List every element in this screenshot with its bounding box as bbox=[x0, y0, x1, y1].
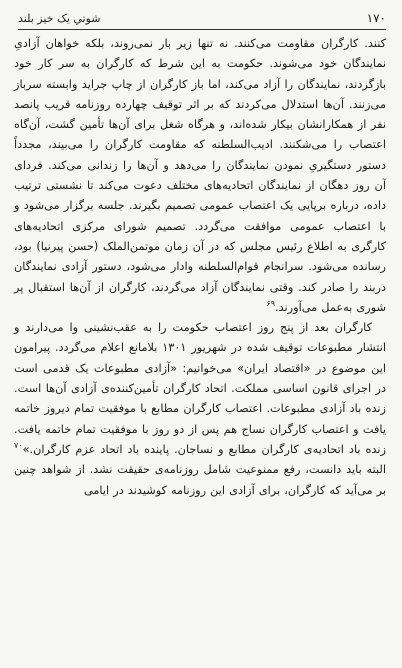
page-header bbox=[18, 8, 386, 28]
footnote-marker-70: ۷۰ bbox=[14, 441, 23, 451]
running-title: شوتي يک خيز بلند bbox=[18, 11, 101, 25]
footnote-marker-69: ۶۹ bbox=[266, 299, 275, 309]
paragraph-2-tail: البته بايد دانست، رفع ممنوعيت شامل روزنامه‌ی حقيقت نشد. از شواهد چنين بر می‌آيد كه كارگران، برای آزادی اين روزنامه كوشيدند در ايامی bbox=[14, 463, 386, 497]
paragraph-1-text: كنند. كارگران مقاومت می‌كنند. نه تنها زير بار نمی‌روند، بلكه خواهان آزادیِ نمايندگان خود می‌شوند. حكومت به اين شرط كه كارگران به سر كار خود بازگردند، نمايندگان را آزاد می‌كند، اما باز كارگران از چاپ جرايد وابسته سرباز می‌زنند. آن‌ها استدلال می‌كردند كه بر اثر توقيف چهارده روزنامه قريب پانصد نفر از همكارانشان بيكار شده‌اند، و هرگاه شغل برای آن‌ها تأمين گشت، آن‌گاه اعتصاب را می‌شكنند. اديب‌السلطنه كه مقاومت كارگران را می‌بيند، مجدداً دستور دستگيریِ نمودن نمايندگان را می‌دهد و آن‌ها را زندانی می‌كند. فردای آن روز دهگان از نمايندگان اتحاديه‌های مختلف دعوت می‌كند تا نشستی ترتيب داده، درباره بر‌پايی يک اعتصاب عمومی تصميم بگيرند. جلسه برگزار می‌شود و با اعتصاب عمومی موافقت می‌گردد. تصميم شورای مركزی اتحاديه‌های كارگری به اطلاع رئيس مجلس كه در آن زمان موتمن‌الملک (حسن پيرنيا) بود، رسانده می‌شود. سرانجام قوام‌السلطنه وادار می‌شود، دستور آزادی نمايندگان دربند را صادر كند. وقتی نمايندگان آزاد می‌گردند، كارگران از آن‌ها استقبال پر شوری به‌عمل می‌آورند. bbox=[14, 37, 386, 314]
page-number: ۱۷۰ bbox=[366, 11, 386, 25]
page-body bbox=[14, 34, 386, 501]
paragraph-1 bbox=[14, 34, 386, 318]
header-rule bbox=[18, 29, 386, 30]
paragraph-2 bbox=[14, 318, 386, 501]
paragraph-2-text: كارگران بعد از پنج روز اعتصاب حكومت را به عقب‌نشينی وا می‌دارند و انتشار مطبوعات توقيف شده در شهريور ۱۳۰۱ بلامانع اعلام می‌گردد. پيرامون اين موضوع در «اقتصاد ايران» می‌خوانيم: «آزادی مطبوعات يک قدمی است در اجرای قانون اساسی مملكت. اتحاد كارگران تأمين‌كننده‌ی آزادی آن‌ها است. زنده باد آزادی مطبوعات. اعتصاب كارگران مطابع با موفقيت تمام ديروز خاتمه يافت و اعتصاب كارگران نساج هم پس از دو روز با موفقيت تمام خاتمه يافت. زنده باد اتحاديه‌ی كارگران مطابع و نساجان. پاينده باد اتحاد عزم كارگران.» bbox=[14, 321, 387, 456]
